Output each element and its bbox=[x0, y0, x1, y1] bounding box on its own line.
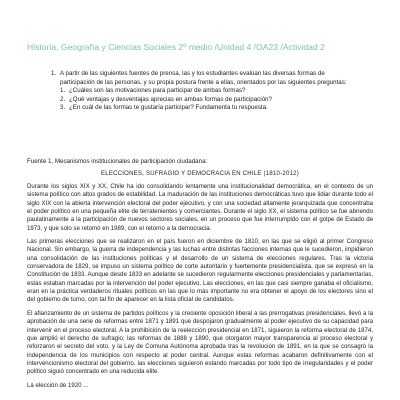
instruction-intro: A partir de las siguientes fuentes de prensa, las y los estudiantes evalúan las diversas formas de participación de las personas, y su propia postura frente a ellas, orientados por las siguientes preguntas: bbox=[60, 70, 347, 86]
question-number: 3. bbox=[60, 104, 66, 112]
page-title: Historia, Geografía y Ciencias Sociales 2º medio /Unidad 4 /OA23 /Actividad 2 bbox=[27, 42, 325, 52]
question-number: 1. bbox=[60, 87, 66, 95]
instruction-number: 1. bbox=[51, 70, 57, 77]
instructions-block bbox=[51, 70, 360, 113]
source-paragraph: Durante los siglos XIX y XX, Chile ha ido consolidando lentamente una institucionalidad democrática, en el contexto de un sistema político con altos grados de estabilidad. La maduración de las instituciones democráticas tuvo que lidiar durante todo el siglo XIX con la abierta intervención electoral del poder ejecutivo, y con una sociedad altamente jerarquizada que concentraba el poder político en una pequeña elite de terratenientes y comerciantes. Durante el siglo XX, el sistema político se fue abriendo paulatinamente a la participación de nuevos sectores sociales, en un proceso que fue interrumpido con el golpe de Estado de 1973, y que solo se retomó en 1989, con el retorno a la democracia. bbox=[27, 183, 373, 232]
source-paragraph: El afianzamiento de un sistema de partidos políticos y la creciente oposición liberal a las prerrogativas presidenciales, llevó a la aprobación de una serie de reformas entre 1871 y 1891 que despojaron gradualmente al poder ejecutivo de su capacidad para intervenir en el proceso electoral. A la prohibición de la reelección presidencial en 1871, siguieron la reforma electoral de 1874, que amplió el derecho de sufragio; las reformas de 1888 y 1890, que otorgaron mayor transparencia al proceso electoral y reforzaron el secreto del voto, y la Ley de Comuna Autónoma aprobada tras la revolución de 1891, en la que se consagró la independencia de los municipios con respecto al poder central. Aunque estas reformas acabaron definitivamente con el intervencionismo electoral del gobierno, las elecciones siguieron estando marcadas por todo tipo de irregularidades y el poder político siguió concentrado en una reducida elite. bbox=[27, 309, 373, 376]
question-text: ¿Qué ventajas y desventajas aprecias en ambas formas de participación? bbox=[69, 95, 272, 103]
question-item bbox=[60, 87, 360, 96]
question-number: 2. bbox=[60, 95, 66, 103]
source-title: ELECCIONES, SUFRAGIO Y DEMOCRACIA EN CHILE (1810-2012) bbox=[100, 171, 299, 177]
source-paragraph: Las primeras elecciones que se realizaron en el país fueron en diciembre de 1810, en las que se eligió al primer Congreso Nacional. Sin embargo, la guerra de independencia y las luchas entre distintas facciones internas que le sucedieron, impidieron una consolidación de las instituciones políticas y el desarrollo de un sistema de elecciones regulares. Tras la victoria conservadora de 1829, se impuso un sistema político de corte autoritario y fuertemente presidencialista, que se expresó en la Constitución de 1833. Aunque desde 1833 en adelante se sucedieron regularmente elecciones presidenciales y parlamentarias, estas estaban marcadas por la intervención del poder ejecutivo. Las elecciones, en las que casi siempre ganaba el oficialismo, eran en la práctica verdaderos rituales políticos en las que lo más importante no era obtener el apoyo de los electores sino el del gobierno de turno, con tal fin de aparecer en la lista oficial de candidatos. bbox=[27, 238, 373, 304]
question-text: ¿En cuál de las formas te gustaría participar? Fundamenta tu respuesta. bbox=[69, 104, 268, 112]
source-body bbox=[27, 183, 373, 395]
source-paragraph: La elección de 1920 ... bbox=[27, 381, 89, 389]
question-item bbox=[60, 96, 360, 105]
question-item bbox=[60, 104, 360, 113]
source-label: Fuente 1, Mecanismos institucionales de participación ciudadana: bbox=[27, 158, 208, 165]
question-text: ¿Cuáles son las motivaciones para participar de ambas formas? bbox=[69, 87, 246, 95]
question-list bbox=[60, 87, 360, 113]
